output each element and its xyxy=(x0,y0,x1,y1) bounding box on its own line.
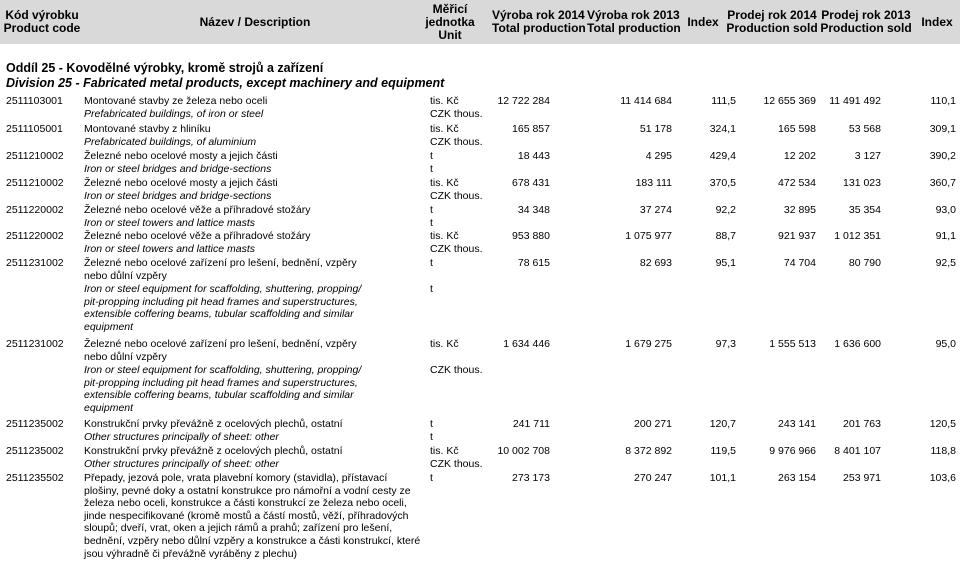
production-index: 92,2 xyxy=(715,204,736,216)
table-row xyxy=(0,338,960,418)
header-sold-2014-cz: Prodej rok 2014 xyxy=(727,8,817,22)
division-title-en: Division 25 - Fabricated metal products, except machinery and equipment xyxy=(6,76,445,90)
header-code-cz: Kód výrobku xyxy=(5,8,79,22)
production-index: 324,1 xyxy=(709,123,736,135)
production-index: 429,4 xyxy=(709,150,736,162)
unit-cz: tis. Kč xyxy=(430,123,459,135)
header-description-label: Název / Description xyxy=(199,14,311,29)
header-code-en: Product code xyxy=(3,21,81,35)
header-unit-line2: jednotka xyxy=(425,14,475,29)
unit-en: t xyxy=(430,431,433,443)
unit-cz: t xyxy=(430,204,433,216)
header-production-2014 xyxy=(492,0,587,44)
sold-2014: 12 655 369 xyxy=(763,95,816,107)
sold-index: 92,5 xyxy=(935,257,956,269)
description-cz: Železné nebo ocelové mosty a jejich části xyxy=(84,177,278,189)
unit-en: CZK thous. xyxy=(430,190,483,202)
sold-2013: 131 023 xyxy=(843,177,881,189)
description-en: Prefabricated buildings, of iron or steel xyxy=(84,108,264,120)
production-2013: 51 178 xyxy=(639,123,672,135)
sold-2014: 12 202 xyxy=(783,150,816,162)
sold-2014: 9 976 966 xyxy=(769,445,816,457)
description-en: Other structures principally of sheet: other xyxy=(84,458,279,470)
sold-2013: 35 354 xyxy=(848,204,881,216)
production-index: 119,5 xyxy=(710,445,736,457)
product-code: 2511210002 xyxy=(6,150,64,162)
sold-index: 91,1 xyxy=(935,230,956,242)
division-title-cz: Oddíl 25 - Kovodělné výrobky, kromě strojů a zařízení xyxy=(6,61,324,75)
sold-index: 103,6 xyxy=(929,472,956,484)
production-index: 95,1 xyxy=(715,257,736,269)
product-code: 2511235502 xyxy=(6,472,64,484)
description-cz: Montované stavby ze železa nebo oceli xyxy=(84,95,268,107)
description-en: Iron or steel bridges and bridge-sections xyxy=(84,190,272,202)
product-code: 2511235002 xyxy=(6,445,64,457)
sold-2014: 165 598 xyxy=(778,123,816,135)
sold-2014: 32 895 xyxy=(783,204,816,216)
unit-cz: t xyxy=(430,150,433,162)
unit-cz: tis. Kč xyxy=(430,445,459,457)
header-index-production xyxy=(680,0,726,44)
table-row xyxy=(0,150,960,176)
sold-index: 110,1 xyxy=(930,95,956,107)
sold-2013: 253 971 xyxy=(843,472,881,484)
header-index-production-label: Index xyxy=(687,14,719,29)
table-row xyxy=(0,123,960,149)
header-description xyxy=(150,0,360,44)
sold-2013: 3 127 xyxy=(854,150,881,162)
header-product-code xyxy=(0,0,84,44)
header-production-2014-en: Total production xyxy=(492,21,586,35)
table-row xyxy=(0,257,960,337)
sold-2014: 1 555 513 xyxy=(769,338,816,350)
header-unit xyxy=(425,0,475,44)
sold-2014: 472 534 xyxy=(778,177,816,189)
product-code: 2511220002 xyxy=(6,230,64,242)
table-row xyxy=(0,230,960,256)
unit-cz: t xyxy=(430,418,433,430)
sold-2013: 80 790 xyxy=(848,257,881,269)
table-row xyxy=(0,445,960,471)
production-2013: 1 075 977 xyxy=(625,230,672,242)
production-2014: 241 711 xyxy=(512,418,550,430)
sold-2014: 263 154 xyxy=(778,472,816,484)
production-2014: 10 002 708 xyxy=(497,445,550,457)
description-en: Iron or steel equipment for scaffolding, shuttering, propping/ pit-propping including pit head frames and superstructures, extensible coffering beams, tubular scaffolding and similar equipment xyxy=(84,283,362,333)
sold-index: 120,5 xyxy=(929,418,956,430)
production-2013: 11 414 684 xyxy=(620,95,672,107)
sold-2013: 201 763 xyxy=(843,418,881,430)
sold-2013: 1 012 351 xyxy=(834,230,881,242)
product-code: 2511210002 xyxy=(6,177,64,189)
description-en: Iron or steel towers and lattice masts xyxy=(84,217,255,229)
description-cz: Konstrukční prvky převážně z ocelových plechů, ostatní xyxy=(84,418,343,430)
production-index: 120,7 xyxy=(709,418,736,430)
header-sold-2013-en: Production sold xyxy=(820,21,912,35)
production-2013: 1 679 275 xyxy=(625,338,672,350)
description-cz: Železné nebo ocelové zařízení pro lešení, bednění, vzpěry nebo důlní vzpěry xyxy=(84,257,357,282)
sold-2013: 1 636 600 xyxy=(834,338,881,350)
header-sold-2013-cz: Prodej rok 2013 xyxy=(821,8,911,22)
sold-2013: 8 401 107 xyxy=(834,445,881,457)
production-2014: 12 722 284 xyxy=(497,95,550,107)
sold-2014: 921 937 xyxy=(778,230,816,242)
sold-index: 93,0 xyxy=(935,204,956,216)
product-code: 2511231002 xyxy=(6,338,64,350)
production-2013: 82 693 xyxy=(639,257,672,269)
production-2013: 270 247 xyxy=(634,472,672,484)
header-index-sold-label: Index xyxy=(921,14,953,29)
header-sold-2014-en: Production sold xyxy=(726,21,818,35)
product-code: 2511105001 xyxy=(6,123,63,135)
header-sold-2014 xyxy=(722,0,822,44)
sold-index: 309,1 xyxy=(929,123,956,135)
production-2013: 4 295 xyxy=(645,150,672,162)
table-row xyxy=(0,177,960,203)
header-sold-2013 xyxy=(816,0,916,44)
header-index-sold xyxy=(914,0,960,44)
production-2014: 18 443 xyxy=(517,150,550,162)
production-2013: 200 271 xyxy=(634,418,672,430)
table-row xyxy=(0,204,960,230)
sold-2013: 11 491 492 xyxy=(829,95,881,107)
unit-cz: tis. Kč xyxy=(430,338,459,350)
description-en: Iron or steel towers and lattice masts xyxy=(84,243,255,255)
table-row xyxy=(0,472,960,566)
production-index: 101,1 xyxy=(709,472,736,484)
sold-index: 360,7 xyxy=(929,177,956,189)
sold-2014: 74 704 xyxy=(783,257,816,269)
production-index: 370,5 xyxy=(709,177,736,189)
description-cz: Přepady, jezová pole, vrata plavební komory (stavidla), přístavací plošiny, pevné doky a ostatní konstrukce pro námořní a vodní cesty ze železa nebo oceli, konstrukce a části konstrukcí ze železa nebo oceli, jinde nespecifikované (kromě mostů a částí mostů, věží, příhradových sloupů; dveří, vrat, oken a jejich rámů a prahů; zařízení pro lešení, bednění, vzpěry nebo důlní vzpěry a konstrukce a části konstrukcí, které jsou výhradně či převážně vyráběny z plechu) xyxy=(84,472,421,560)
unit-en: t xyxy=(430,217,433,229)
description-cz: Železné nebo ocelové zařízení pro lešení, bednění, vzpěry nebo důlní vzpěry xyxy=(84,338,357,363)
sold-2013: 53 568 xyxy=(848,123,881,135)
production-2014: 678 431 xyxy=(512,177,550,189)
production-2013: 8 372 892 xyxy=(625,445,672,457)
unit-cz: tis. Kč xyxy=(430,177,459,189)
production-2013: 37 274 xyxy=(639,204,672,216)
description-cz: Železné nebo ocelové věže a příhradové stožáry xyxy=(84,230,311,242)
table-row xyxy=(0,95,960,121)
unit-en: CZK thous. xyxy=(430,458,483,470)
description-en: Other structures principally of sheet: other xyxy=(84,431,279,443)
production-2014: 165 857 xyxy=(512,123,550,135)
production-2014: 34 348 xyxy=(517,204,550,216)
unit-en: CZK thous. xyxy=(430,364,483,376)
header-production-2013 xyxy=(587,0,682,44)
unit-cz: t xyxy=(430,257,433,269)
unit-en: CZK thous. xyxy=(430,108,483,120)
unit-en: t xyxy=(430,163,433,175)
sold-index: 390,2 xyxy=(929,150,956,162)
unit-cz: tis. Kč xyxy=(430,230,459,242)
production-2013: 183 111 xyxy=(635,177,672,189)
header-production-2013-en: Total production xyxy=(587,21,681,35)
production-index: 88,7 xyxy=(715,230,736,242)
header-unit-line3: Unit xyxy=(438,27,462,42)
header-production-2014-cz: Výroba rok 2014 xyxy=(492,8,585,22)
production-index: 111,5 xyxy=(711,95,736,107)
unit-cz: t xyxy=(430,472,433,484)
production-2014: 953 880 xyxy=(512,230,550,242)
description-en: Iron or steel bridges and bridge-sections xyxy=(84,163,272,175)
product-code: 2511220002 xyxy=(6,204,64,216)
production-2014: 1 634 446 xyxy=(503,338,550,350)
product-code: 2511235002 xyxy=(6,418,64,430)
production-index: 97,3 xyxy=(715,338,736,350)
table-row xyxy=(0,418,960,444)
production-2014: 78 615 xyxy=(517,257,550,269)
description-en: Iron or steel equipment for scaffolding, shuttering, propping/ pit-propping including pit head frames and superstructures, extensible coffering beams, tubular scaffolding and similar equipment xyxy=(84,364,362,414)
sold-index: 95,0 xyxy=(935,338,956,350)
sold-index: 118,8 xyxy=(930,445,956,457)
unit-en: CZK thous. xyxy=(430,243,483,255)
description-cz: Konstrukční prvky převážně z ocelových plechů, ostatní xyxy=(84,445,343,457)
description-cz: Montované stavby z hliníku xyxy=(84,123,211,135)
description-cz: Železné nebo ocelové věže a příhradové stožáry xyxy=(84,204,311,216)
sold-2014: 243 141 xyxy=(778,418,816,430)
description-en: Prefabricated buildings, of aluminium xyxy=(84,136,257,148)
header-unit-line1: Měřicí xyxy=(432,1,468,16)
header-production-2013-cz: Výroba rok 2013 xyxy=(587,8,680,22)
unit-en: CZK thous. xyxy=(430,136,483,148)
product-code: 2511103001 xyxy=(6,95,63,107)
unit-en: t xyxy=(430,283,433,295)
unit-cz: tis. Kč xyxy=(430,95,459,107)
product-code: 2511231002 xyxy=(6,257,64,269)
production-2014: 273 173 xyxy=(512,472,550,484)
description-cz: Železné nebo ocelové mosty a jejich části xyxy=(84,150,278,162)
